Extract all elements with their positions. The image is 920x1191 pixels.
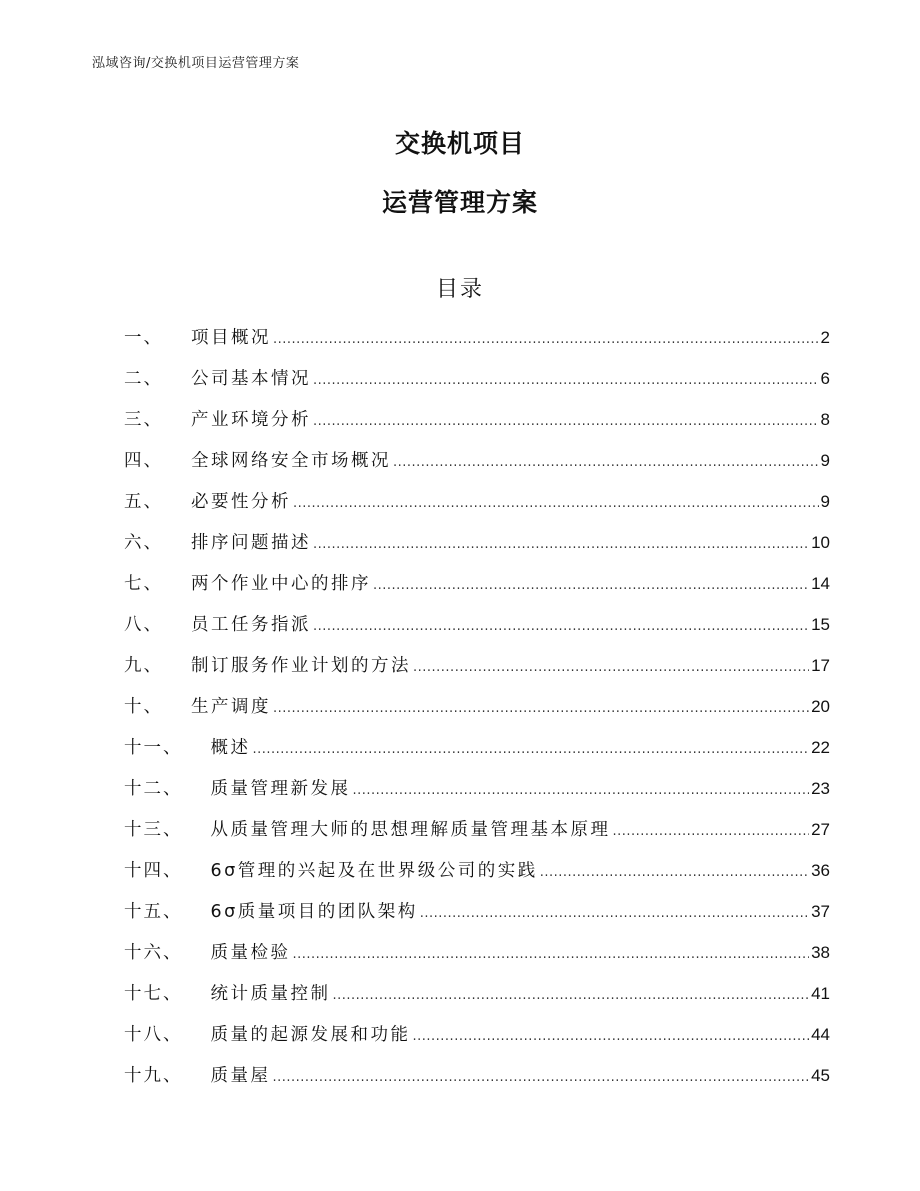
toc-leader-dots [253, 738, 810, 758]
toc-entry-number: 六、 [124, 533, 163, 553]
document-subtitle: 运营管理方案 [381, 188, 538, 217]
document-title: 交换机项目 [394, 129, 525, 158]
toc-entry-label: 两个作业中心的排序 [191, 574, 371, 594]
toc-entry-label: 统计质量控制 [210, 984, 331, 1004]
toc-entry-number: 四、 [124, 451, 163, 471]
toc-entry-number: 十八、 [124, 1025, 183, 1045]
toc-entry[interactable] [124, 611, 830, 652]
toc-entry-label: 质量的起源发展和功能 [210, 1025, 411, 1045]
table-of-contents [124, 324, 830, 1103]
toc-entry-number: 十四、 [124, 861, 183, 881]
toc-entry-page: 38 [811, 943, 830, 962]
toc-entry-label: 生产调度 [191, 697, 271, 717]
toc-entry-number: 一、 [124, 328, 163, 348]
toc-entry[interactable] [124, 939, 830, 980]
toc-leader-dots [273, 1066, 810, 1086]
toc-entry-number: 二、 [124, 369, 163, 389]
toc-entry-page: 36 [811, 861, 830, 880]
toc-entry[interactable] [124, 1021, 830, 1062]
toc-entry[interactable] [124, 570, 830, 611]
toc-entry-number: 十三、 [124, 820, 183, 840]
toc-heading: 目录 [435, 277, 484, 302]
toc-entry-page: 37 [811, 902, 830, 921]
running-header: 泓域咨询/交换机项目运营管理方案 [92, 56, 300, 71]
toc-leader-dots [413, 1025, 810, 1045]
toc-entry-label: 6σ质量项目的团队架构 [210, 902, 418, 922]
toc-entry-number: 十二、 [124, 779, 183, 799]
toc-entry-label: 从质量管理大师的思想理解质量管理基本原理 [210, 820, 611, 840]
toc-entry[interactable] [124, 406, 830, 447]
toc-entry-label: 质量检验 [210, 943, 291, 963]
toc-entry-page: 6 [820, 369, 830, 388]
toc-entry-label: 排序问题描述 [191, 533, 311, 553]
toc-entry-label: 项目概况 [191, 328, 271, 348]
toc-leader-dots [313, 369, 819, 389]
toc-entry-page: 45 [811, 1066, 830, 1085]
toc-entry-page: 9 [820, 451, 830, 470]
toc-entry[interactable] [124, 898, 830, 939]
toc-entry-number: 十一、 [124, 738, 183, 758]
toc-leader-dots [353, 779, 810, 799]
toc-entry-label: 必要性分析 [191, 492, 291, 512]
toc-entry-label: 6σ管理的兴起及在世界级公司的实践 [210, 861, 538, 881]
toc-entry-number: 十六、 [124, 943, 183, 963]
toc-entry-page: 23 [811, 779, 830, 798]
toc-entry[interactable] [124, 652, 830, 693]
toc-entry-number: 三、 [124, 410, 163, 430]
toc-entry-number: 七、 [124, 574, 163, 594]
toc-entry[interactable] [124, 1062, 830, 1103]
toc-entry[interactable] [124, 529, 830, 570]
toc-entry-page: 14 [811, 574, 830, 593]
toc-entry-page: 9 [820, 492, 830, 511]
toc-leader-dots [413, 656, 809, 676]
toc-entry-label: 质量管理新发展 [210, 779, 351, 799]
toc-entry-number: 八、 [124, 615, 163, 635]
toc-entry[interactable] [124, 857, 830, 898]
toc-entry-number: 十、 [124, 697, 163, 717]
toc-entry[interactable] [124, 980, 830, 1021]
toc-entry-page: 22 [811, 738, 830, 757]
toc-entry-page: 15 [811, 615, 830, 634]
toc-entry[interactable] [124, 734, 830, 775]
toc-entry[interactable] [124, 488, 830, 529]
toc-entry-number: 十五、 [124, 902, 183, 922]
toc-entry-page: 20 [811, 697, 830, 716]
toc-entry[interactable] [124, 447, 830, 488]
toc-leader-dots [273, 697, 809, 717]
toc-entry-number: 五、 [124, 492, 163, 512]
toc-entry-page: 8 [820, 410, 830, 429]
toc-entry-label: 质量屋 [210, 1066, 271, 1086]
toc-leader-dots [273, 328, 819, 348]
toc-leader-dots [613, 820, 810, 840]
toc-entry-label: 全球网络安全市场概况 [191, 451, 391, 471]
toc-leader-dots [313, 410, 819, 430]
toc-leader-dots [333, 984, 810, 1004]
toc-leader-dots [313, 615, 809, 635]
toc-entry-label: 概述 [210, 738, 251, 758]
toc-entry-label: 员工任务指派 [191, 615, 311, 635]
toc-entry-number: 九、 [124, 656, 163, 676]
toc-entry-page: 44 [811, 1025, 830, 1044]
toc-entry-page: 27 [811, 820, 830, 839]
toc-entry-number: 十七、 [124, 984, 183, 1004]
toc-entry[interactable] [124, 324, 830, 365]
toc-leader-dots [540, 861, 809, 881]
toc-leader-dots [293, 492, 819, 512]
toc-entry[interactable] [124, 775, 830, 816]
toc-leader-dots [313, 533, 809, 553]
toc-leader-dots [420, 902, 809, 922]
toc-entry[interactable] [124, 693, 830, 734]
toc-entry-number: 十九、 [124, 1066, 183, 1086]
toc-entry-page: 10 [811, 533, 830, 552]
toc-leader-dots [393, 451, 819, 471]
toc-entry[interactable] [124, 816, 830, 857]
toc-entry-page: 41 [811, 984, 830, 1003]
toc-entry[interactable] [124, 365, 830, 406]
toc-entry-label: 产业环境分析 [191, 410, 311, 430]
toc-entry-page: 17 [811, 656, 830, 675]
toc-entry-label: 公司基本情况 [191, 369, 311, 389]
toc-entry-label: 制订服务作业计划的方法 [191, 656, 411, 676]
toc-entry-page: 2 [820, 328, 830, 347]
toc-leader-dots [373, 574, 809, 594]
toc-leader-dots [293, 943, 810, 963]
